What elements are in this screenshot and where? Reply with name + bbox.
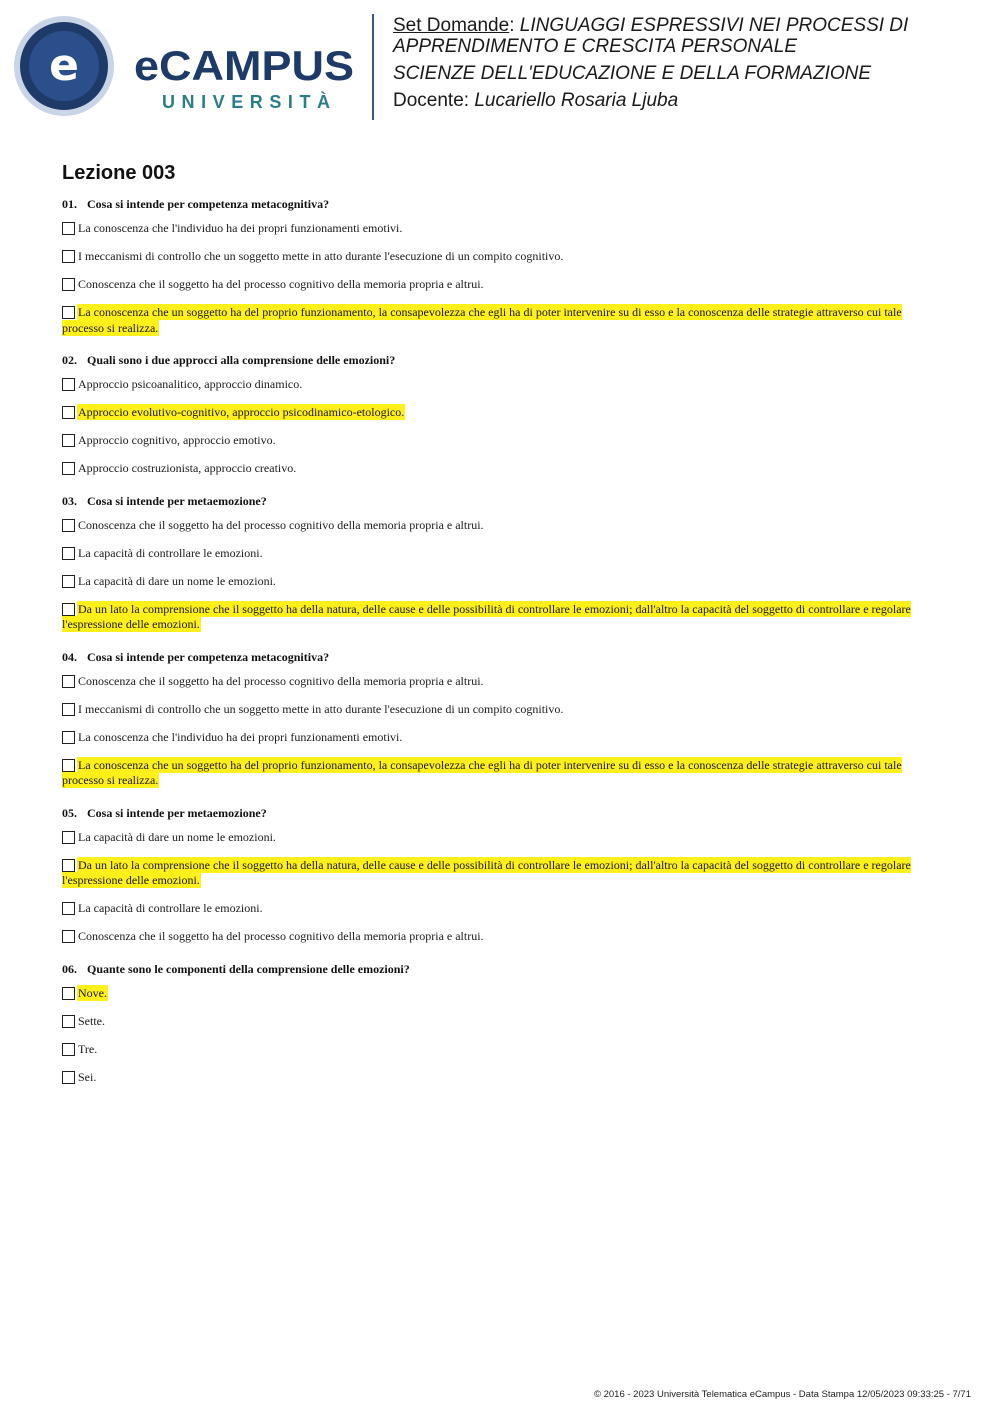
answer-option bbox=[62, 1014, 942, 1030]
question-number: 02. bbox=[62, 353, 77, 367]
answer-option bbox=[62, 901, 942, 917]
answer-text: Approccio psicoanalitico, approccio dinamico. bbox=[78, 377, 303, 391]
answer-option-correct bbox=[62, 305, 942, 336]
answer-option bbox=[62, 830, 942, 846]
course-header bbox=[393, 15, 953, 111]
answer-text: La conoscenza che un soggetto ha del proprio funzionamento, la consapevolezza che egli ha di poter intervenire su di esso e la conoscenza delle strategie attraverso cui tale processo si realizza. bbox=[62, 305, 902, 335]
answer-text: Nove. bbox=[78, 985, 107, 1000]
question-title bbox=[62, 649, 942, 665]
question-title bbox=[62, 961, 942, 977]
set-title-line bbox=[393, 15, 953, 36]
question-title bbox=[62, 805, 942, 821]
answer-checkbox[interactable] bbox=[62, 603, 75, 616]
question-block bbox=[62, 493, 942, 633]
answer-checkbox[interactable] bbox=[62, 250, 75, 263]
answer-option-correct bbox=[62, 405, 942, 421]
question-list bbox=[62, 196, 942, 1101]
answer-checkbox[interactable] bbox=[62, 1071, 75, 1084]
question-block bbox=[62, 649, 942, 789]
answer-option bbox=[62, 249, 942, 265]
answer-text: Approccio costruzionista, approccio creativo. bbox=[78, 461, 297, 475]
answer-text: Sette. bbox=[78, 1013, 105, 1028]
answer-text: Tre. bbox=[78, 1041, 98, 1056]
logo-emblem-letter: e bbox=[49, 40, 79, 91]
answer-text: Sei. bbox=[78, 1069, 97, 1084]
answer-checkbox[interactable] bbox=[62, 547, 75, 560]
answer-option-correct bbox=[62, 602, 942, 633]
question-number: 01. bbox=[62, 197, 77, 211]
answer-option bbox=[62, 377, 942, 393]
answer-option bbox=[62, 518, 942, 534]
answer-option bbox=[62, 1070, 942, 1086]
answer-checkbox[interactable] bbox=[62, 519, 75, 532]
logo-brand-text: eCAMPUS bbox=[134, 42, 354, 89]
set-colon: : bbox=[509, 15, 515, 36]
lesson-title: Lezione 003 bbox=[62, 162, 176, 184]
question-text: Quante sono le componenti della comprensione delle emozioni? bbox=[87, 961, 410, 976]
answer-text: La capacità di controllare le emozioni. bbox=[78, 901, 263, 915]
answer-text: La capacità di dare un nome le emozioni. bbox=[78, 829, 276, 844]
question-block bbox=[62, 961, 942, 1086]
answer-option bbox=[62, 433, 942, 449]
question-text: Cosa si intende per metaemozione? bbox=[87, 805, 267, 820]
course-title-line1: LINGUAGGI ESPRESSIVI NEI PROCESSI DI bbox=[519, 15, 909, 36]
answer-text: Conoscenza che il soggetto ha del processo cognitivo della memoria propria e altrui. bbox=[78, 929, 484, 943]
answer-checkbox[interactable] bbox=[62, 987, 75, 1000]
header-divider bbox=[372, 14, 374, 120]
page-footer: © 2016 - 2023 Università Telematica eCampus - Data Stampa 12/05/2023 09:33:25 - 7/71 bbox=[593, 1389, 971, 1400]
answer-option bbox=[62, 702, 942, 718]
answer-text: La conoscenza che l'individuo ha dei propri funzionamenti emotivi. bbox=[78, 221, 403, 235]
answer-option bbox=[62, 546, 942, 562]
logo-sub-text: UNIVERSITÀ bbox=[162, 92, 330, 112]
question-title bbox=[62, 196, 942, 212]
answer-checkbox[interactable] bbox=[62, 759, 75, 772]
set-label: Set Domande bbox=[393, 15, 510, 36]
answer-checkbox[interactable] bbox=[62, 278, 75, 291]
question-text: Cosa si intende per competenza metacognitiva? bbox=[87, 649, 330, 664]
answer-option bbox=[62, 221, 942, 237]
question-text: Cosa si intende per metaemozione? bbox=[87, 493, 267, 508]
answer-text: Conoscenza che il soggetto ha del processo cognitivo della memoria propria e altrui. bbox=[78, 277, 484, 291]
answer-checkbox[interactable] bbox=[62, 831, 75, 844]
answer-text: I meccanismi di controllo che un soggetto mette in atto durante l'esecuzione di un compito cognitivo. bbox=[78, 701, 564, 716]
answer-text: Conoscenza che il soggetto ha del processo cognitivo della memoria propria e altrui. bbox=[78, 673, 484, 688]
answer-checkbox[interactable] bbox=[62, 462, 75, 475]
answer-option bbox=[62, 929, 942, 945]
answer-text: Conoscenza che il soggetto ha del processo cognitivo della memoria propria e altrui. bbox=[78, 517, 484, 532]
answer-text: La capacità di controllare le emozioni. bbox=[78, 545, 263, 560]
answer-checkbox[interactable] bbox=[62, 859, 75, 872]
answer-checkbox[interactable] bbox=[62, 1043, 75, 1056]
teacher-line bbox=[393, 90, 953, 111]
answer-option-correct bbox=[62, 986, 942, 1002]
question-block bbox=[62, 805, 942, 945]
course-title-line2: APPRENDIMENTO E CRESCITA PERSONALE bbox=[393, 36, 798, 57]
answer-option-correct bbox=[62, 858, 942, 889]
ecampus-logo-graphic bbox=[14, 14, 364, 118]
answer-option bbox=[62, 277, 942, 293]
answer-text: Da un lato la comprensione che il soggetto ha della natura, delle cause e delle possibilità di controllare le emozioni; dall'altro la capacità del soggetto di controllare e regolare l'espressione delle emozioni. bbox=[62, 601, 911, 631]
answer-option bbox=[62, 1042, 942, 1058]
teacher-label: Docente: bbox=[393, 90, 470, 111]
ecampus-logo bbox=[14, 14, 364, 118]
answer-checkbox[interactable] bbox=[62, 1015, 75, 1028]
question-text: Cosa si intende per competenza metacognitiva? bbox=[87, 197, 330, 211]
question-title bbox=[62, 493, 942, 509]
answer-checkbox[interactable] bbox=[62, 378, 75, 391]
question-number: 03. bbox=[62, 493, 77, 508]
answer-checkbox[interactable] bbox=[62, 575, 75, 588]
teacher-name: Lucariello Rosaria Ljuba bbox=[474, 90, 679, 111]
answer-option bbox=[62, 674, 942, 690]
question-number: 05. bbox=[62, 805, 77, 820]
answer-checkbox[interactable] bbox=[62, 902, 75, 915]
answer-text: Approccio cognitivo, approccio emotivo. bbox=[78, 433, 276, 447]
answer-checkbox[interactable] bbox=[62, 406, 75, 419]
answer-checkbox[interactable] bbox=[62, 675, 75, 688]
answer-text: La conoscenza che l'individuo ha dei propri funzionamenti emotivi. bbox=[78, 729, 403, 744]
answer-text: Da un lato la comprensione che il soggetto ha della natura, delle cause e delle possibilità di controllare le emozioni; dall'altro la capacità del soggetto di controllare e regolare l'espressione delle emozioni. bbox=[62, 857, 911, 887]
question-number: 06. bbox=[62, 961, 77, 976]
answer-option bbox=[62, 574, 942, 590]
answer-option-correct bbox=[62, 758, 942, 789]
question-text: Quali sono i due approcci alla comprensione delle emozioni? bbox=[87, 353, 396, 367]
question-block bbox=[62, 196, 942, 336]
answer-checkbox[interactable] bbox=[62, 434, 75, 447]
answer-checkbox[interactable] bbox=[62, 703, 75, 716]
answer-text: La conoscenza che un soggetto ha del proprio funzionamento, la consapevolezza che egli ha di poter intervenire su di esso e la conoscenza delle strategie attraverso cui tale processo si realizza. bbox=[62, 757, 902, 787]
question-block bbox=[62, 352, 942, 477]
answer-checkbox[interactable] bbox=[62, 306, 75, 319]
faculty-name: SCIENZE DELL'EDUCAZIONE E DELLA FORMAZIONE bbox=[393, 63, 872, 84]
answer-checkbox[interactable] bbox=[62, 222, 75, 235]
answer-text: La capacità di dare un nome le emozioni. bbox=[78, 573, 276, 588]
answer-option bbox=[62, 730, 942, 746]
answer-text: I meccanismi di controllo che un soggetto mette in atto durante l'esecuzione di un compito cognitivo. bbox=[78, 249, 564, 263]
answer-option bbox=[62, 461, 942, 477]
answer-checkbox[interactable] bbox=[62, 731, 75, 744]
question-number: 04. bbox=[62, 649, 77, 664]
answer-text: Approccio evolutivo-cognitivo, approccio psicodinamico-etologico. bbox=[78, 405, 405, 419]
question-title bbox=[62, 352, 942, 368]
answer-checkbox[interactable] bbox=[62, 930, 75, 943]
